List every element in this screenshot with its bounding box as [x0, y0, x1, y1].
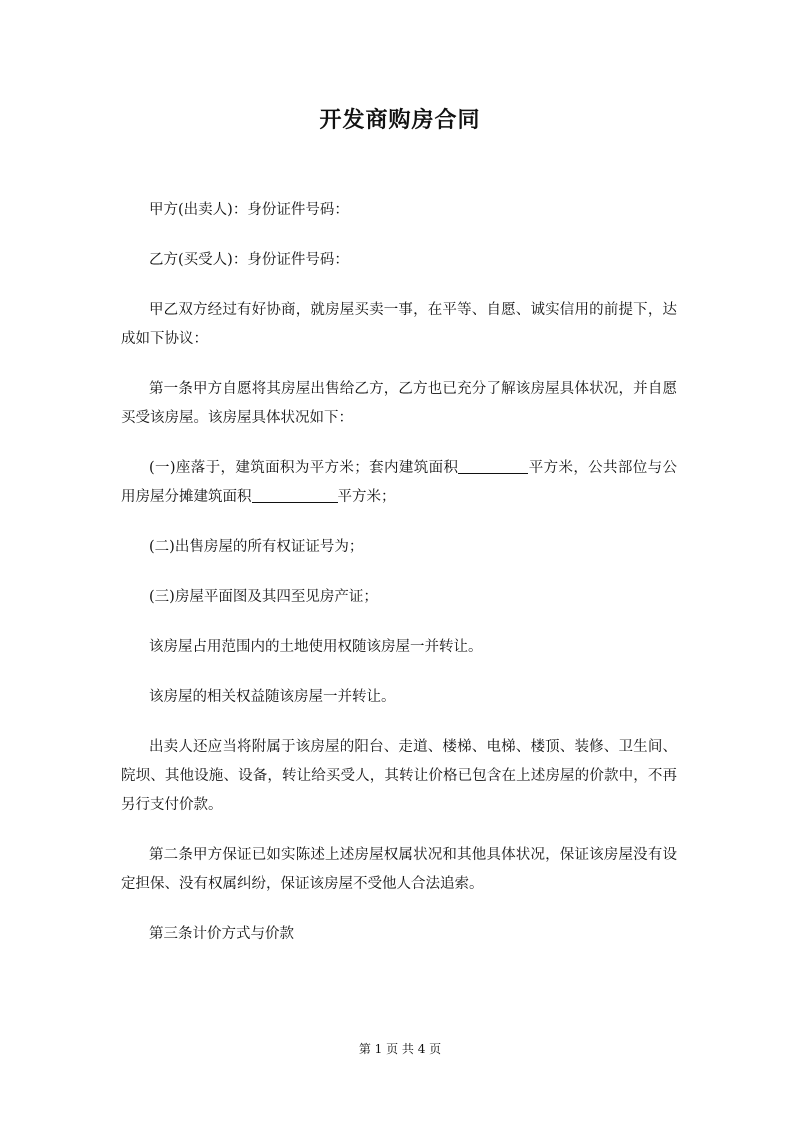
paragraph-agreement-intro: 甲乙双方经过有好协商，就房屋买卖一事，在平等、自愿、诚实信用的前提下，达成如下协议：: [121, 302, 677, 347]
paragraph-party-a: 甲方(出卖人)：身份证件号码：: [149, 202, 349, 218]
text-shared-area: 平方米，公共部位与公用房屋分摊建筑面积: [121, 460, 678, 505]
paragraph-land-use: 该房屋占用范围内的土地使用权随该房屋一并转让。: [149, 639, 483, 655]
blank-line: [458, 455, 528, 474]
paragraph-article-1: 第一条甲方自愿将其房屋出售给乙方，乙方也已充分了解该房屋具体状况，并自愿买受该房屋。该房屋具体状况如下：: [121, 381, 677, 426]
paragraph-party-b: 乙方(买受人)：身份证件号码：: [149, 252, 349, 268]
document-title: 开发商购房合同: [319, 108, 481, 133]
blank-line: [252, 484, 338, 503]
paragraph-rights: 该房屋的相关权益随该房屋一并转让。: [149, 689, 396, 705]
paragraph-floor-plan: (三)房屋平面图及其四至见房产证；: [149, 589, 378, 605]
paragraph-certificate: (二)出售房屋的所有权证证号为；: [149, 539, 364, 555]
paragraph-article-2: 第二条甲方保证已如实陈述上述房屋权属状况和其他具体状况，保证该房屋没有设定担保、没有权属纠纷，保证该房屋不受他人合法追索。: [121, 847, 677, 892]
paragraph-location-area: [121, 454, 677, 512]
document-body: [121, 196, 677, 970]
text-unit: 平方米；: [337, 489, 396, 505]
paragraph-attachments: 出卖人还应当将附属于该房屋的阳台、走道、楼梯、电梯、楼顶、装修、卫生间、院坝、其他设施、设备，转让给买受人，其转让价格已包含在上述房屋的价款中，不再另行支付价款。: [121, 739, 677, 813]
paragraph-article-3: 第三条计价方式与价款: [149, 926, 294, 942]
text-location: (一)座落于，建筑面积为平方米；套内建筑面积: [149, 460, 459, 476]
page-footer: 第 1 页 共 4 页: [358, 1042, 442, 1056]
